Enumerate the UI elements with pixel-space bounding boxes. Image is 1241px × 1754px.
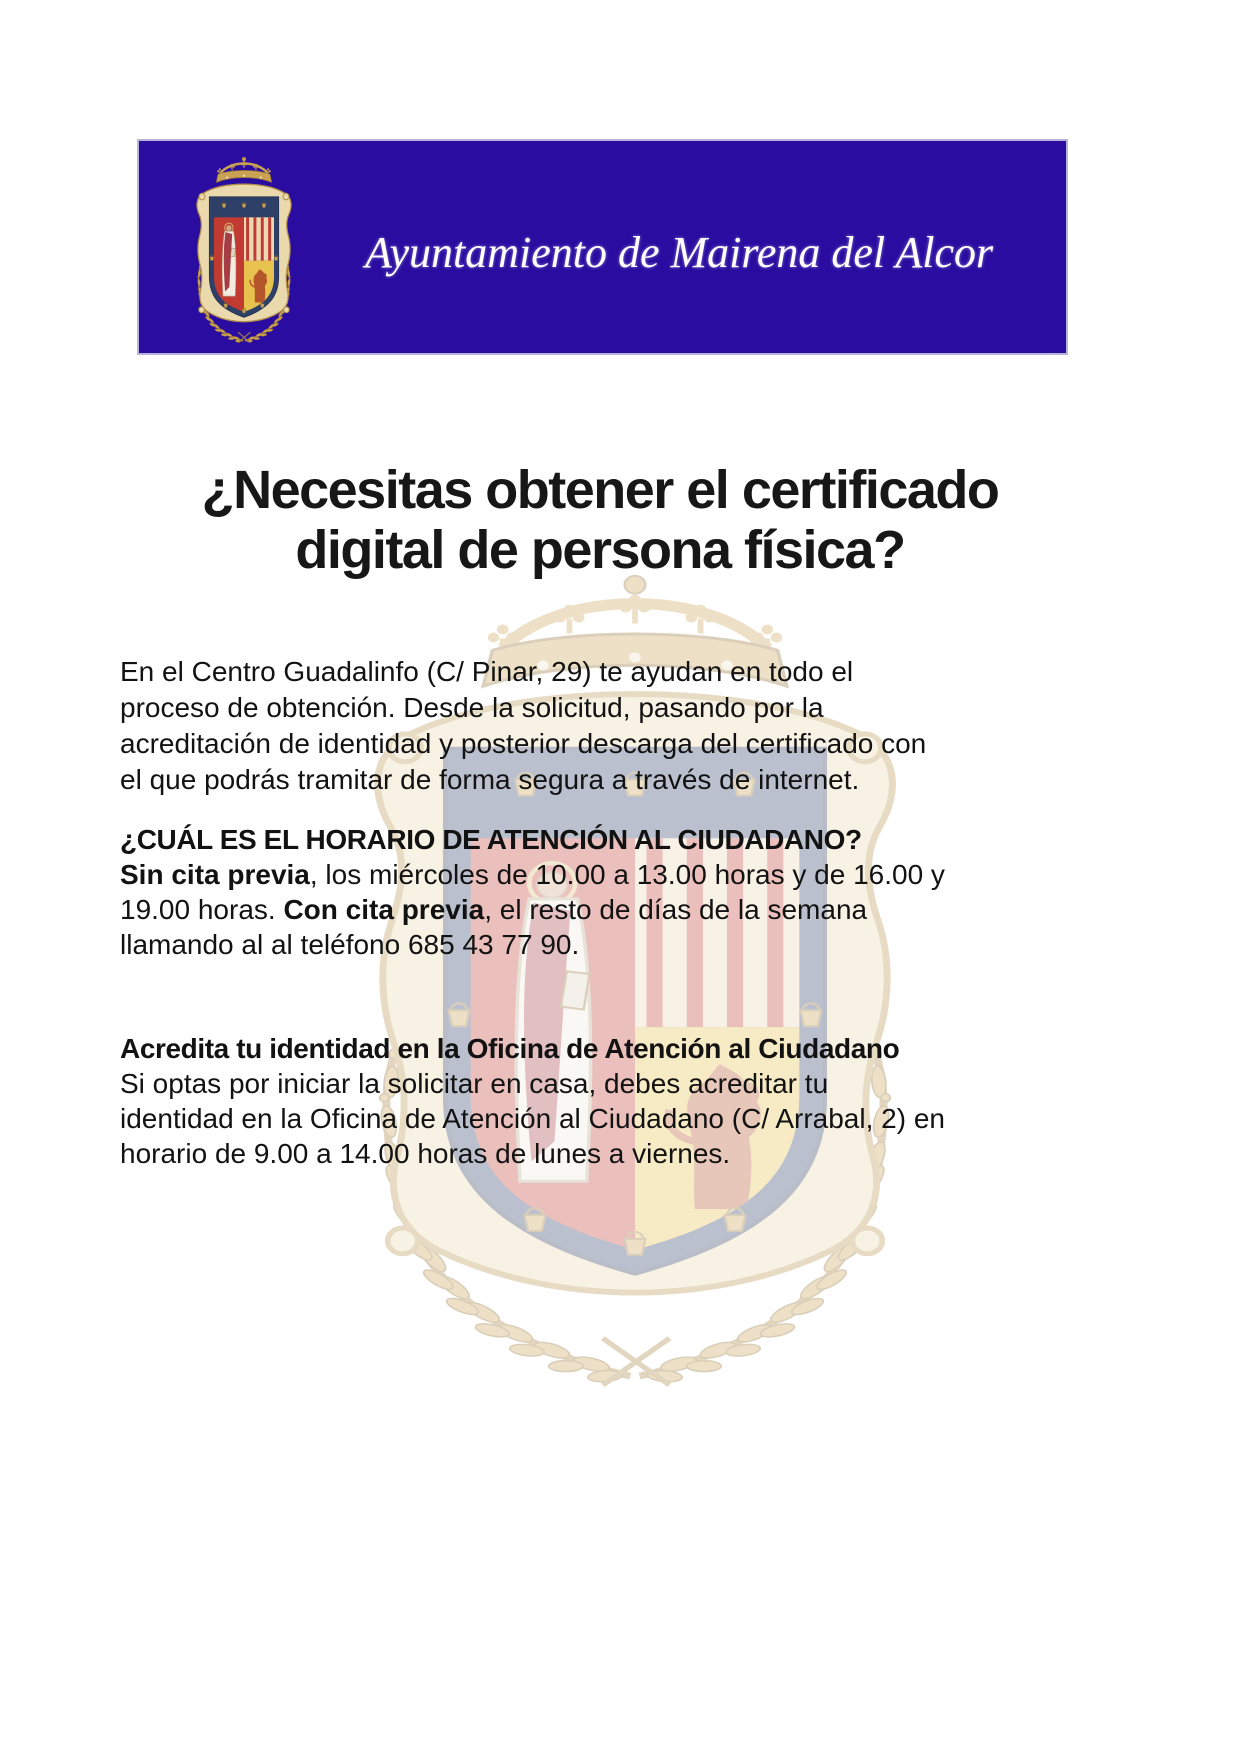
accreditation-heading: Acredita tu identidad en la Oficina de Atención al Ciudadano [120, 1033, 900, 1064]
intro-line: En el Centro Guadalinfo (C/ Pinar, 29) te ayudan en todo el [120, 656, 854, 687]
accreditation-line: identidad en la Oficina de Atención al Ciudadano (C/ Arrabal, 2) en [120, 1103, 945, 1134]
page-title-line1: ¿Necesitas obtener el certificado [201, 460, 999, 520]
no-appointment-label: Sin cita previa [120, 859, 310, 890]
intro-line: acreditación de identidad y posterior descarga del certificado con [120, 728, 927, 759]
with-appointment-label: Con cita previa [283, 894, 485, 925]
schedule-line-text: , el resto de días de la semana [484, 894, 868, 925]
schedule-line-text: , los miércoles de 10.00 a 13.00 horas y de 16.00 y [309, 859, 945, 890]
intro-line: proceso de obtención. Desde la solicitud, pasando por la [120, 692, 824, 723]
intro-line: el que podrás tramitar de forma segura a través de internet. [120, 764, 860, 795]
accreditation-section [120, 1031, 1080, 1171]
schedule-line [120, 892, 1080, 927]
municipality-title: Ayuntamiento de Mairena del Alcor [365, 228, 994, 277]
intro-paragraph [120, 654, 1080, 798]
page-title [0, 460, 1200, 580]
page-title-line2: digital de persona física? [295, 520, 905, 580]
schedule-phone-line: llamando al al teléfono 685 43 77 90. [120, 929, 580, 960]
header-banner [137, 139, 1068, 355]
schedule-line-text: 19.00 horas. [120, 894, 284, 925]
accreditation-line: horario de 9.00 a 14.00 horas de lunes a viernes. [120, 1138, 731, 1169]
schedule-heading: ¿CUÁL ES EL HORARIO DE ATENCIÓN AL CIUDADANO? [120, 824, 862, 855]
schedule-section [120, 822, 1080, 962]
schedule-line [120, 857, 1080, 892]
accreditation-line: Si optas por iniciar la solicitar en casa, debes acreditar tu [120, 1068, 829, 1099]
coat-of-arms-logo [181, 150, 307, 344]
